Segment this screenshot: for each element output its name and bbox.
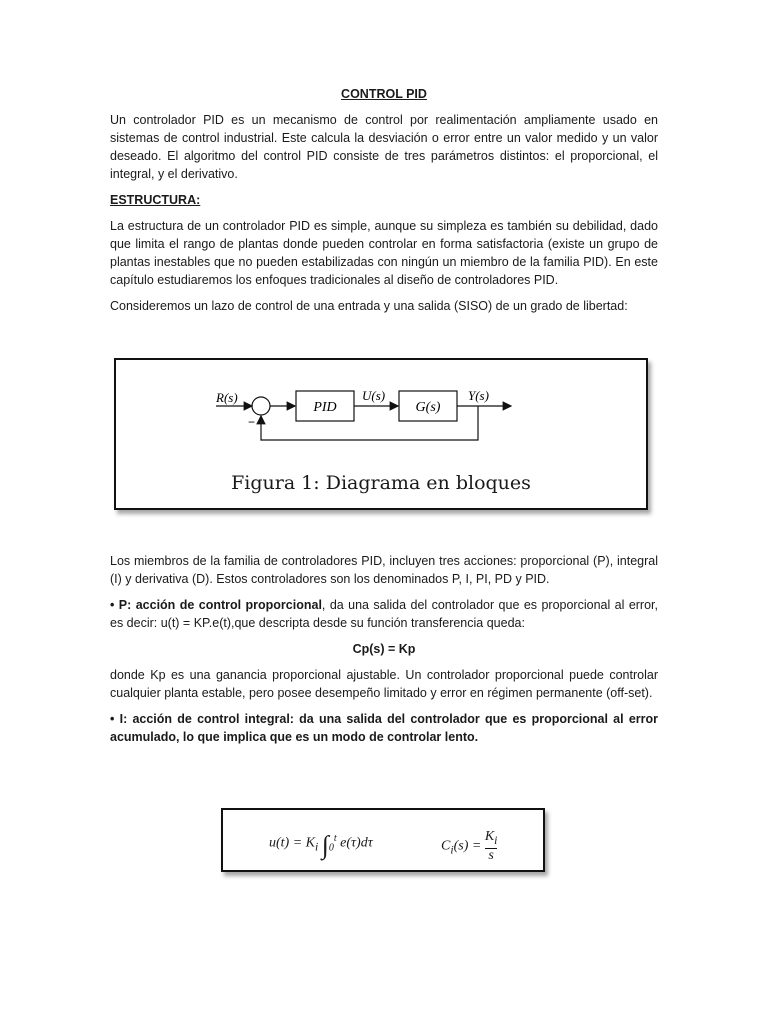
intro-paragraph: Un controlador PID es un mecanismo de control por realimentación ampliamente usado en sistemas de control industrial. Este calcula la desviación o error entre un valor medido y un valor deseado. El algoritmo del control PID consiste de tres parámetros distintos: el proporcional, el integral, y el derivativo.: [110, 113, 658, 181]
siso-paragraph: Consideremos un lazo de control de una entrada y una salida (SISO) de un grado de libertad:: [110, 299, 628, 313]
integral-equation-box: [221, 808, 545, 872]
document-title: CONTROL PID: [341, 87, 427, 101]
fraction-denominator: s: [488, 847, 494, 863]
document-page: [110, 85, 658, 323]
integrand: e(τ)dτ: [340, 835, 373, 851]
transfer-function-arg: (s) =: [453, 838, 482, 854]
i-action-paragraph: • I: acción de control integral: da una salida del controlador que es proporcional al error acumulado, lo que implica que es un modo de controlar lento.: [110, 712, 658, 744]
pid-actions-section: [110, 552, 658, 754]
p-action-label: • P: acción de control proporcional: [110, 598, 322, 612]
feedback-path: [261, 406, 478, 440]
equation-lhs-sub: i: [315, 840, 319, 854]
block-diagram-figure: [114, 358, 648, 510]
integral-upper-limit: t: [333, 833, 337, 844]
members-paragraph: Los miembros de la familia de controladores PID, incluyen tres acciones: proporcional (P), integral (I) y derivativa (D). Estos controladores son los denominados P, I, PI, PD y PID.: [110, 554, 658, 586]
figure-caption: Figura 1: Diagrama en bloques: [231, 472, 531, 494]
p-explanation: donde Kp es una ganancia proporcional ajustable. Un controlador proporcional puede controlar cualquier planta estable, pero posee desempeño limitado y error en régimen permanente (off-set).: [110, 668, 658, 700]
plant-block-label: G(s): [415, 400, 441, 415]
transfer-function-equation: [441, 830, 497, 863]
p-action-text: , da una salida del controlador que es proporcional al error, es decir: u(t) = KP.e(t),que descripta desde su función transferencia queda:: [110, 598, 658, 630]
pid-block-label: PID: [313, 400, 337, 415]
p-formula: Cp(s) = Kp: [352, 642, 416, 656]
transfer-function-lhs: C: [441, 838, 451, 854]
integral-equation: [269, 830, 373, 860]
transfer-function-lhs-sub: i: [450, 843, 454, 857]
equation-lhs: u(t) = K: [269, 835, 315, 851]
minus-sign: −: [248, 415, 256, 429]
output-label: Y(s): [468, 388, 489, 403]
control-signal-label: U(s): [362, 388, 386, 403]
structure-heading: ESTRUCTURA:: [110, 193, 201, 207]
structure-paragraph: La estructura de un controlador PID es simple, aunque su simpleza es también su debilidad, dado que limita el rango de plantas donde pueden controlar en forma satisfactoria (existe un grupo de plantas inestables que no pueden estabilizadas con ningún un miembro de la familia PID). En este capítulo estudiaremos los enfoques tradicionales al diseño de controladores PID.: [110, 219, 658, 287]
integral-lower-limit: 0: [328, 842, 334, 854]
integral-sign: ∫: [321, 830, 329, 860]
summing-junction: [252, 397, 270, 415]
transfer-function-fraction: [485, 830, 498, 863]
p-action-paragraph: [110, 596, 658, 632]
block-diagram: [116, 360, 646, 470]
fraction-numerator: $K_i$: [484, 829, 498, 847]
input-label: R(s): [216, 390, 238, 405]
